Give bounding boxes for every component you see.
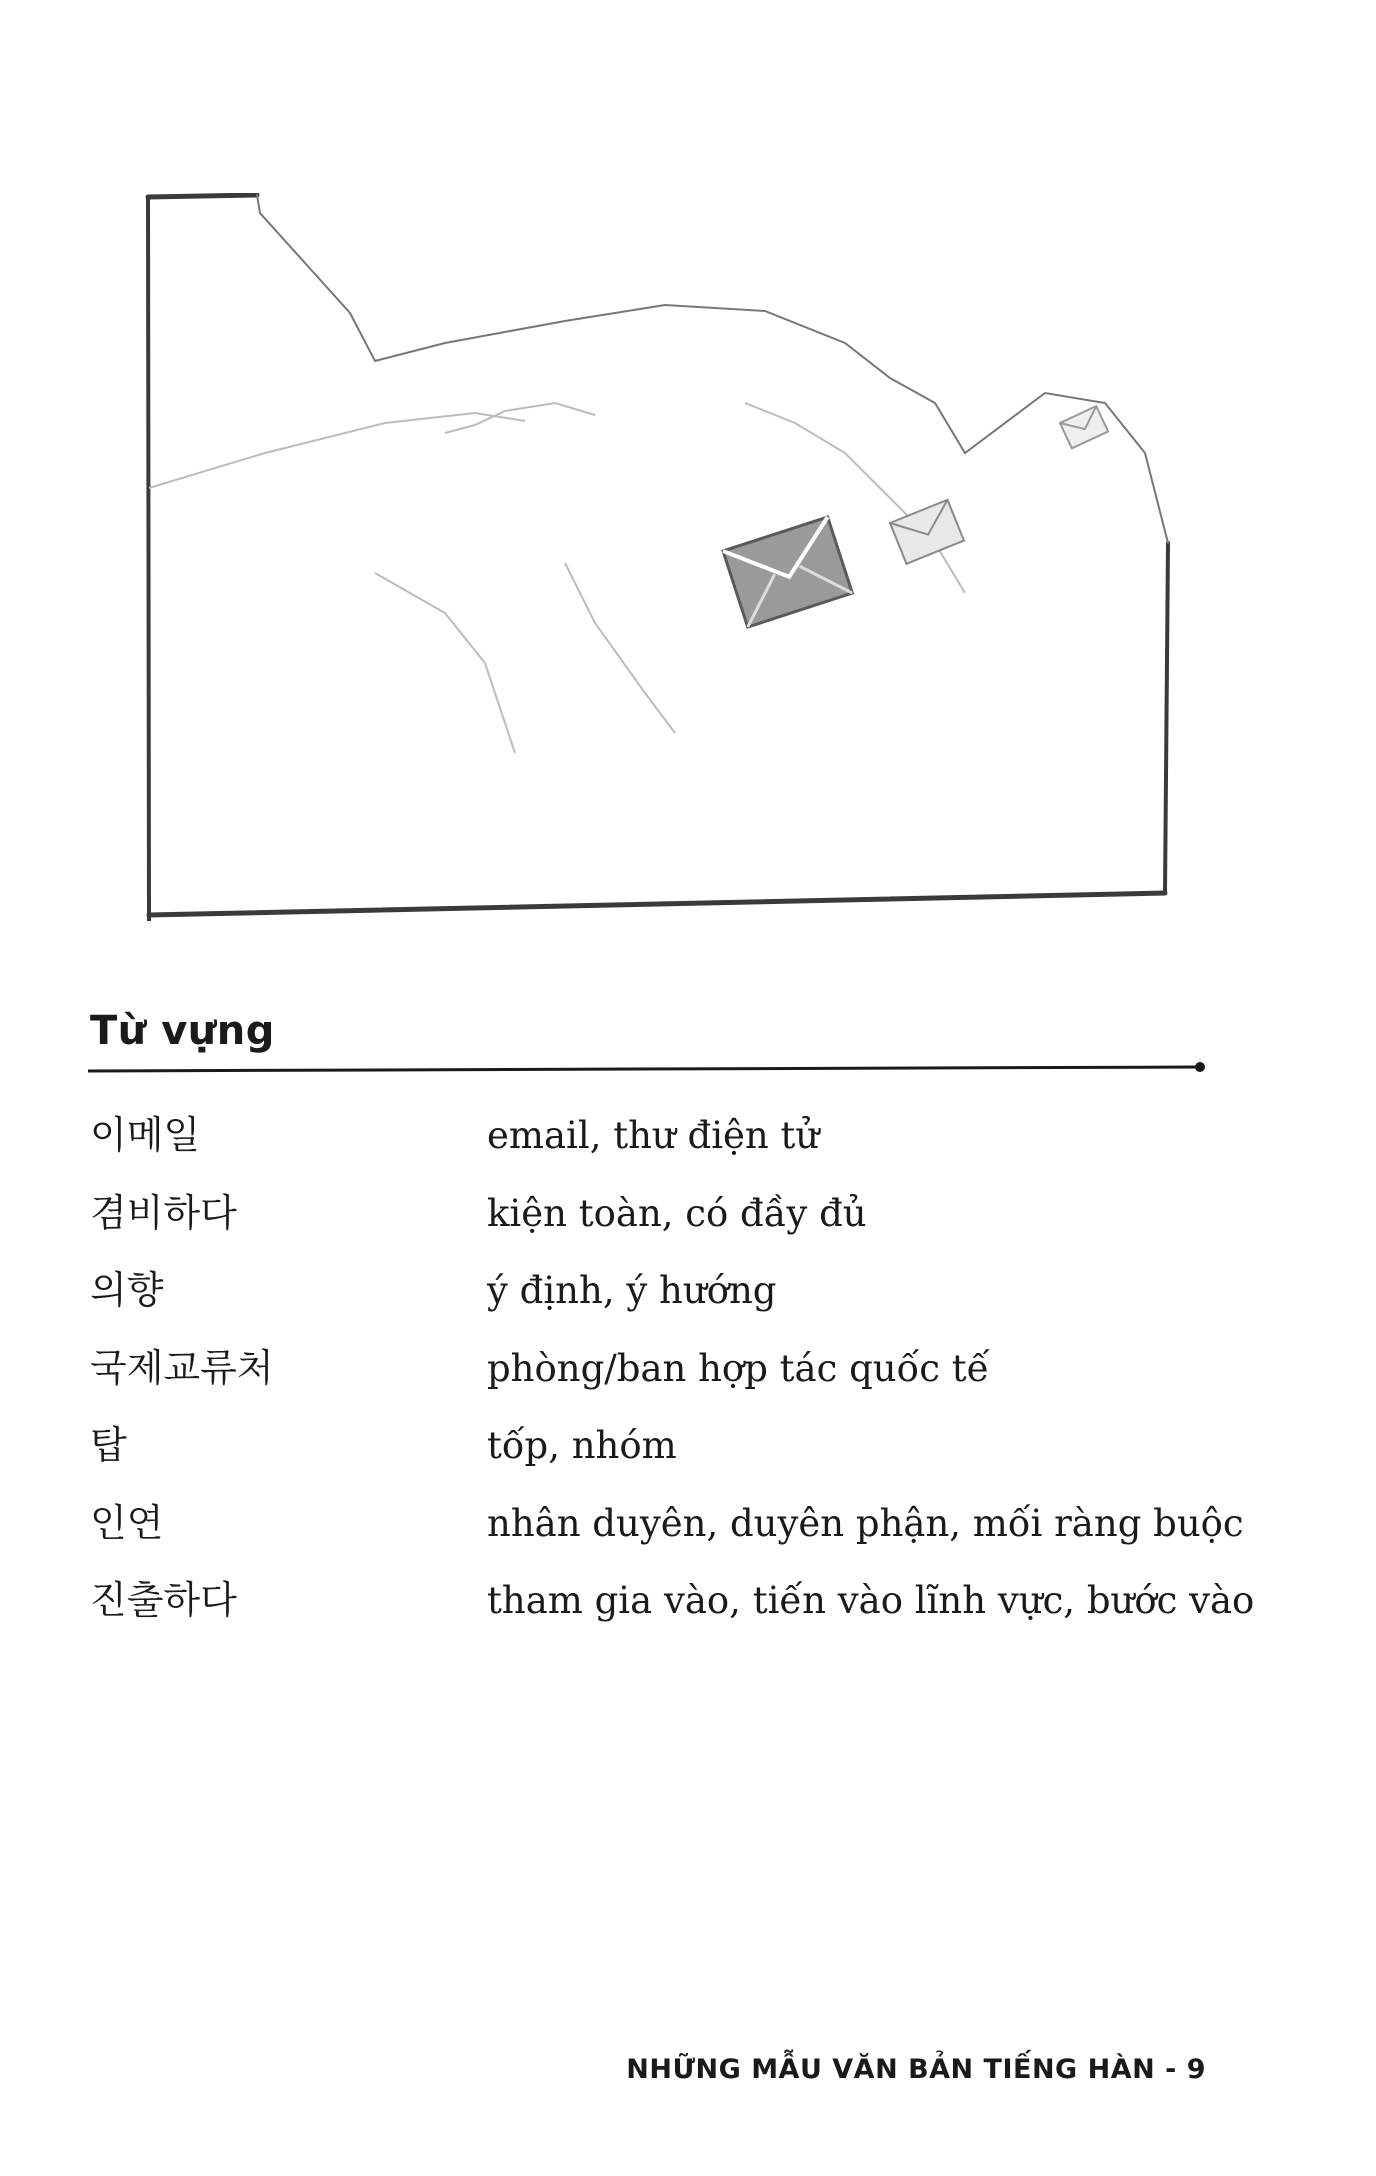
vocab-row <box>90 1478 1244 1556</box>
vocab-row <box>90 1090 1230 1168</box>
vocab-meaning: nhân duyên, duyên phận, mối ràng buộc <box>487 1501 1244 1545</box>
vocab-meaning: phòng/ban hợp tác quốc tế <box>487 1346 990 1390</box>
vocab-korean-term: 국제교류처 <box>90 1345 274 1390</box>
vocab-meaning: kiện toàn, có đầy đủ <box>487 1191 867 1235</box>
vocabulary-list <box>90 1090 1255 1633</box>
page-footer: NHỮNG MẪU VĂN BẢN TIẾNG HÀN - 9 <box>626 2054 1206 2085</box>
envelope-icon <box>723 517 852 627</box>
vocab-row <box>90 1555 1255 1633</box>
photo-frame <box>148 195 1168 921</box>
vocab-row <box>90 1400 1230 1478</box>
vocab-meaning: tốp, nhóm <box>487 1424 677 1467</box>
divider-dot <box>1195 1062 1205 1072</box>
section-heading: Từ vựng <box>90 1008 275 1054</box>
vocab-meaning: tham gia vào, tiến vào lĩnh vực, bước vào <box>487 1579 1255 1622</box>
vocab-row <box>90 1168 1230 1246</box>
vocab-row <box>90 1323 1230 1401</box>
vocab-korean-term: 이메일 <box>90 1113 201 1157</box>
vocab-meaning: ý định, ý hướng <box>487 1269 777 1312</box>
vocab-korean-term: 겸비하다 <box>90 1190 237 1235</box>
heading-divider <box>88 1062 1208 1076</box>
vocab-meaning: email, thư điện tử <box>487 1114 820 1157</box>
vocab-korean-term: 진출하다 <box>90 1578 237 1622</box>
vocab-korean-term: 탑 <box>90 1423 127 1467</box>
vocab-korean-term: 의향 <box>90 1268 164 1312</box>
vocab-korean-term: 인연 <box>90 1500 164 1545</box>
vocab-row <box>90 1245 1230 1323</box>
envelope-icon <box>1060 406 1108 448</box>
illustration-photo <box>145 193 1170 921</box>
